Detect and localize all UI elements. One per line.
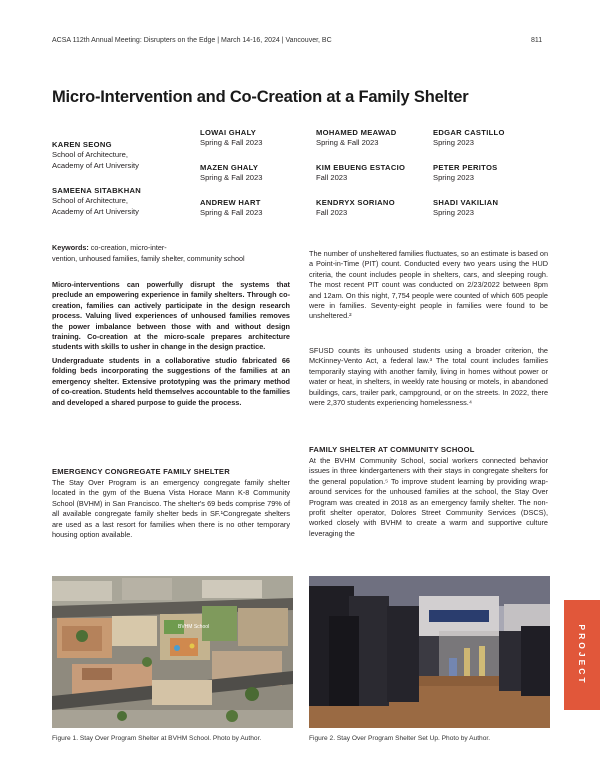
author-term: Spring 2023: [433, 173, 474, 183]
author-affiliation: Academy of Art University: [52, 206, 139, 216]
author-block-8: [316, 198, 395, 219]
author-name: MOHAMED MEAWAD: [316, 128, 397, 137]
project-tab-label: PROJECT: [577, 624, 587, 686]
figure-2-gym-photo: [309, 576, 550, 728]
section-heading-emergency: EMERGENCY CONGREGATE FAMILY SHELTER: [52, 467, 230, 476]
author-block-5: [200, 198, 262, 219]
author-affiliation: Academy of Art University: [52, 160, 139, 170]
author-term: Spring 2023: [433, 208, 474, 218]
paper-title: Micro-Intervention and Co-Creation at a Family Shelter: [52, 88, 469, 106]
keywords-label: Keywords:: [52, 243, 89, 252]
section-body-emergency: The Stay Over Program is an emergency congregate family shelter located in the gym of the Buena Vista Horace Mann K-8 Community School (BVHM) in San Francisco. The shelter's 69 beds comprise 79% of all available congregate family shelter beds in SF.¹Congregate shelters are used as a last resort for families when there is no other temporary housing option available.: [52, 478, 290, 540]
author-term: Fall 2023: [316, 173, 348, 183]
author-affiliation: School of Architecture,: [52, 150, 128, 160]
figure-1-aerial-photo: [52, 576, 293, 728]
keywords: [52, 242, 290, 264]
abstract-paragraph-1: Micro-interventions can powerfully disrupt the systems that preclude an empowering experience in family shelters. Through co-creation, families can actively participate in the design research process. Valuing lived experiences of unhoused families removes the power imbalance between those with and without design training. Co-creation at the micro-scale prepares architecture students with skills to usher in change in the design practice.: [52, 280, 290, 352]
author-block-10: [433, 163, 498, 184]
author-name: SHADI VAKILIAN: [433, 198, 499, 207]
right-paragraph-2: SFUSD counts its unhoused students using a broader criterion, the McKinney-Vento Act, a federal law.³ The total count includes families temporarily staying with another family, living in homes without power or water or heat, in shelters, in weekly rate housing or motels, in abandoned buildings, cars, trailer park, campground, or on the streets. In 2022, there were 2,370 students experiencing homelessness.⁴: [309, 346, 548, 408]
author-block-6: [316, 128, 397, 149]
right-paragraph-3: At the BVHM Community School, social workers connected behavior issues in three kindergarteners with their stays in congregate shelters for the general population.⁵ To improve student learning by providing wrap-around services for the unhoused families at the school, the Stay Over Program was created in 2018 as an emergency family shelter. The non-profit shelter operator, Dolores Street Community Services (DSCS), worked closely with BVHM to create a warm and supportive culture leveraging the: [309, 456, 548, 538]
author-term: Spring & Fall 2023: [200, 138, 263, 148]
author-block-1: [52, 140, 192, 171]
right-paragraph-1: The number of unsheltered families fluctuates, so an estimate is based on a Point-in-Time (PIT) count. Conducted every two years using the HUD criteria, the count includes people in shelters, cars, and sleeping rough. The most recent PIT count was conducted on 2/23/2022 between 8pm and 12am. On this night, 7,754 people were counted of which 605 people were in families. Seventy-eight people in families were found to be unsheltered.²: [309, 249, 548, 321]
keywords-line-2: vention, unhoused families, family shelter, community school: [52, 254, 245, 263]
author-block-7: [316, 163, 405, 184]
page-number: 811: [531, 37, 543, 44]
section-heading-community: FAMILY SHELTER AT COMMUNITY SCHOOL: [309, 445, 475, 454]
author-term: Fall 2023: [316, 208, 348, 218]
author-term: Spring 2023: [433, 138, 474, 148]
author-name: KAREN SEONG: [52, 140, 112, 149]
author-block-4: [200, 163, 262, 184]
abstract-paragraph-2: Undergraduate students in a collaborative studio fabricated 66 folding beds incorporating the suggestions of the families at an emergency shelter. Extensive prototyping was the primary method of co-creation. Students held themselves accountable to the families and developed a shared purpose to guide the process.: [52, 356, 291, 407]
author-name: KENDRYX SORIANO: [316, 198, 395, 207]
figure-1-caption: Figure 1. Stay Over Program Shelter at BVHM School. Photo by Author.: [52, 735, 262, 742]
author-term: Spring & Fall 2023: [200, 173, 263, 183]
author-term: Spring & Fall 2023: [200, 208, 263, 218]
author-block-3: [200, 128, 262, 149]
author-name: MAZEN GHALY: [200, 163, 259, 172]
author-block-11: [433, 198, 498, 219]
project-side-tab: [564, 600, 600, 710]
running-header: ACSA 112th Annual Meeting: Disrupters on the Edge | March 14-16, 2024 | Vancouver, BC: [52, 37, 332, 44]
gym-photo-image: [309, 576, 550, 728]
figure-1-label: BVHM School: [178, 624, 210, 630]
author-name: ANDREW HART: [200, 198, 261, 207]
author-name: EDGAR CASTILLO: [433, 128, 505, 137]
keywords-line-1: co-creation, micro-inter-: [88, 243, 167, 252]
author-name: PETER PERITOS: [433, 163, 498, 172]
author-block-2: [52, 186, 192, 217]
figure-2-caption: Figure 2. Stay Over Program Shelter Set Up. Photo by Author.: [309, 735, 491, 742]
aerial-photo-image: [52, 576, 293, 728]
author-term: Spring & Fall 2023: [316, 138, 379, 148]
author-name: LOWAI GHALY: [200, 128, 257, 137]
author-affiliation: School of Architecture,: [52, 196, 128, 206]
author-name: SAMEENA SITABKHAN: [52, 186, 142, 195]
author-name: KIM EBUENG ESTACIO: [316, 163, 406, 172]
author-block-9: [433, 128, 505, 149]
